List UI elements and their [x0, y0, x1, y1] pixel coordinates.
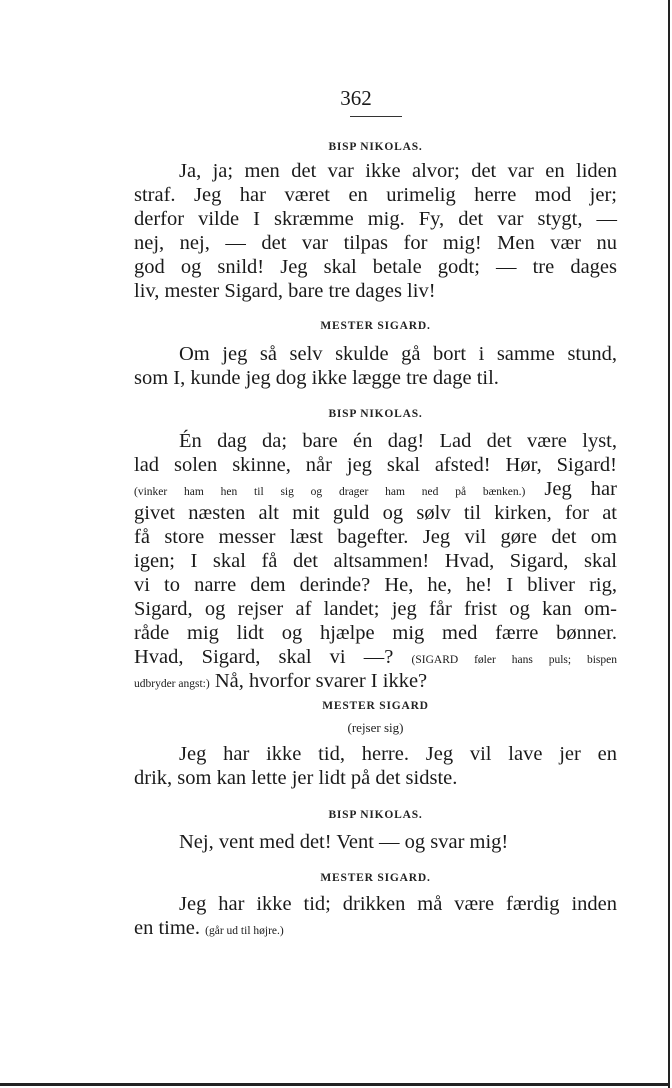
dialogue-line: liv, mester Sigard, bare tre dages liv!	[134, 280, 436, 302]
speaker-heading: MESTER SIGARD	[322, 700, 429, 712]
dialogue-fragment: Nå, hvorfor svarer I ikke?	[214, 670, 428, 692]
speaker-heading: BISP NIKOLAS.	[328, 408, 423, 420]
speaker-heading: BISP NIKOLAS.	[328, 809, 423, 821]
dialogue-line: Sigard, og rejser af landet; jeg får frist og kan om-	[134, 598, 617, 620]
dialogue-line: vi to narre dem derinde? He, he, he! I bliver rig,	[134, 574, 617, 596]
dialogue-line: givet næsten alt mit guld og sølv til kirken, for at	[134, 502, 617, 524]
speaker-heading: MESTER SIGARD.	[320, 320, 431, 332]
stage-direction: (rejser sig)	[347, 720, 404, 735]
dialogue-line-with-stage-direction	[134, 916, 617, 943]
stage-direction: (vinker ham hen til sig og drager ham ned på bænken.)	[134, 486, 526, 498]
speaker-heading: MESTER SIGARD.	[320, 872, 431, 884]
dialogue-fragment: en time.	[134, 917, 201, 939]
dialogue-line: råde mig lidt og hjælpe mig med færre bønner.	[134, 622, 617, 644]
stage-direction: udbryder angst:)	[134, 678, 210, 690]
dialogue-line: Jeg har ikke tid, herre. Jeg vil lave jer en	[179, 743, 617, 765]
dialogue-line: god og snild! Jeg skal betale godt; — tre dages	[134, 256, 617, 278]
dialogue-line: derfor vilde I skræmme mig. Fy, det var stygt, —	[134, 208, 617, 230]
dialogue-line: lad solen skinne, når jeg skal afsted! Hør, Sigard!	[134, 454, 617, 476]
dialogue-line-with-stage-direction	[134, 669, 617, 696]
page-bottom-edge	[0, 1083, 670, 1086]
dialogue-line: Ja, ja; men det var ikke alvor; det var en liden	[179, 160, 617, 182]
dialogue-line: få store messer læst bagefter. Jeg vil gøre det om	[134, 526, 617, 548]
dialogue-line: Nej, vent med det! Vent — og svar mig!	[179, 831, 509, 853]
dialogue-fragment: Hvad, Sigard, skal vi —?	[134, 646, 394, 668]
dialogue-line: som I, kunde jeg dog ikke lægge tre dage til.	[134, 367, 499, 389]
dialogue-line-with-stage-direction	[134, 477, 617, 504]
dialogue-line: igen; I skal få det altsammen! Hvad, Sigard, skal	[134, 550, 617, 572]
page-number-rule	[350, 116, 402, 117]
page-number: 362	[340, 86, 372, 110]
dialogue-line: straf. Jeg har været en urimelig herre mod jer;	[134, 184, 617, 206]
dialogue-line: Om jeg så selv skulde gå bort i samme stund,	[179, 343, 617, 365]
dialogue-line: Jeg har ikke tid; drikken må være færdig inden	[179, 893, 617, 915]
dialogue-line: Én dag da; bare én dag! Lad det være lyst,	[179, 430, 617, 452]
dialogue-line-with-stage-direction	[134, 645, 617, 672]
dialogue-line: drik, som kan lette jer lidt på det sidste.	[134, 767, 458, 789]
dialogue-fragment: Jeg har	[544, 478, 617, 500]
speaker-heading: BISP NIKOLAS.	[328, 141, 423, 153]
stage-direction: (går ud til højre.)	[205, 925, 284, 937]
stage-direction: (SIGARD føler hans puls; bispen	[411, 654, 617, 666]
dialogue-line: nej, nej, — det var tilpas for mig! Men vær nu	[134, 232, 617, 254]
